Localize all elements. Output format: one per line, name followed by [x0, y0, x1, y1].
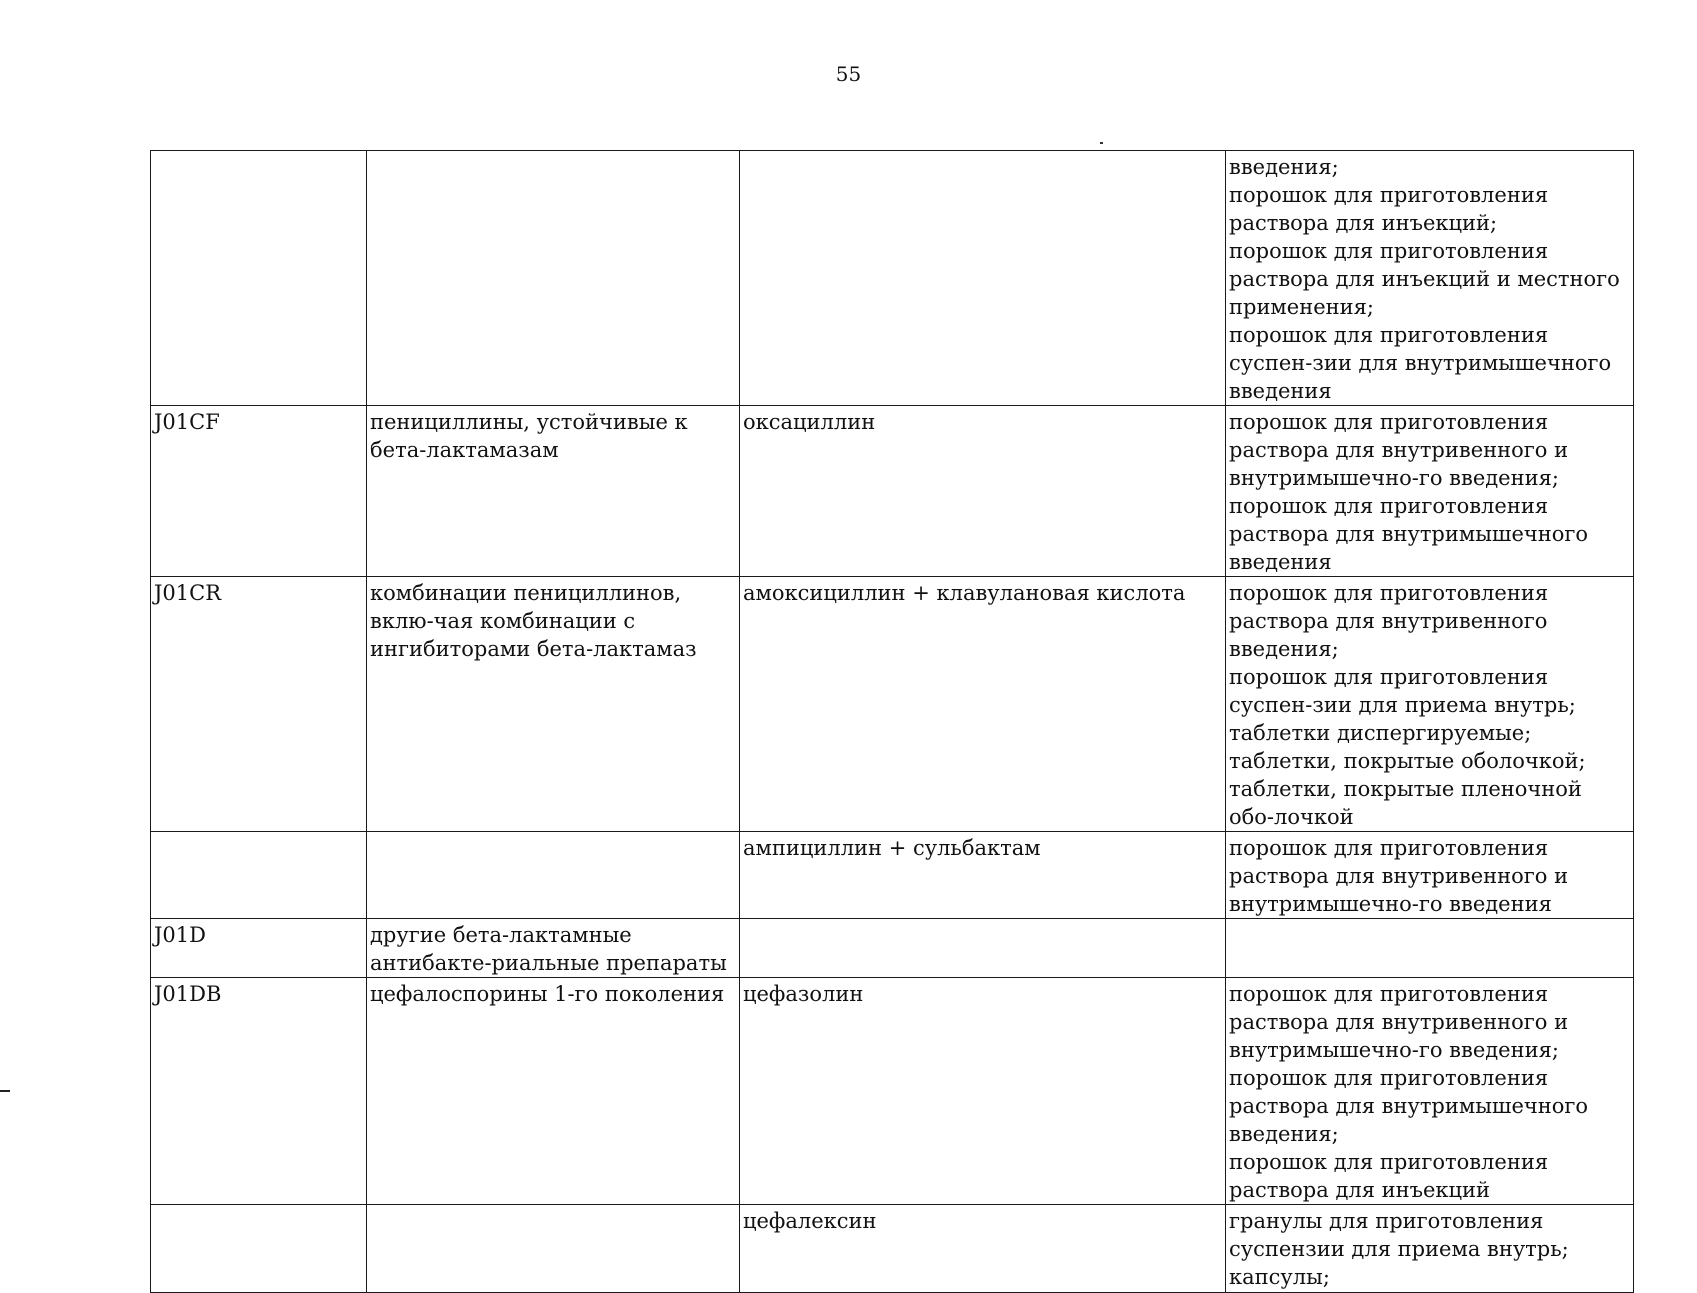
drug-table — [150, 150, 1634, 1293]
drug-name-cell — [740, 919, 1226, 978]
scan-speck — [1100, 142, 1103, 144]
table-row — [151, 151, 1634, 406]
drug-name-cell: ампициллин + сульбактам — [740, 832, 1226, 919]
pharmacological-group-cell: пенициллины, устойчивые к бета-лактамазам — [367, 406, 740, 577]
atc-code-cell: J01DB — [151, 978, 367, 1205]
pharmacological-group-cell — [367, 832, 740, 919]
atc-code-cell — [151, 151, 367, 406]
pharmacological-group-cell — [367, 151, 740, 406]
pharmacological-group-cell: другие бета-лактамные антибакте-риальные препараты — [367, 919, 740, 978]
pharmacological-group-cell: комбинации пенициллинов, вклю-чая комбинации с ингибиторами бета-лактамаз — [367, 577, 740, 832]
table-row — [151, 832, 1634, 919]
atc-code-cell: J01D — [151, 919, 367, 978]
atc-code-cell: J01CR — [151, 577, 367, 832]
table-row — [151, 978, 1634, 1205]
drug-name-cell — [740, 151, 1226, 406]
dosage-forms-cell: введения; порошок для приготовления раствора для инъекций; порошок для приготовления раствора для инъекций и местного применения; порошок для приготовления суспен-зии для внутримышечного введения — [1226, 151, 1634, 406]
scan-edge-mark — [0, 1090, 10, 1092]
table-row — [151, 577, 1634, 832]
dosage-forms-cell: порошок для приготовления раствора для внутривенного и внутримышечно-го введения; порошок для приготовления раствора для внутримышечного введения; порошок для приготовления раствора для инъекций — [1226, 978, 1634, 1205]
page-number: 55 — [835, 62, 862, 86]
pharmacological-group-cell — [367, 1205, 740, 1293]
dosage-forms-cell: гранулы для приготовления суспензии для приема внутрь; капсулы; — [1226, 1205, 1634, 1293]
drug-name-cell: цефалексин — [740, 1205, 1226, 1293]
atc-code-cell: J01CF — [151, 406, 367, 577]
dosage-forms-cell: порошок для приготовления раствора для внутривенного введения; порошок для приготовления суспен-зии для приема внутрь; таблетки диспергируемые; таблетки, покрытые оболочкой; таблетки, покрытые пленочной обо-лочкой — [1226, 577, 1634, 832]
dosage-forms-cell: порошок для приготовления раствора для внутривенного и внутримышечно-го введения; порошок для приготовления раствора для внутримышечного введения — [1226, 406, 1634, 577]
table-row — [151, 919, 1634, 978]
drug-name-cell: оксациллин — [740, 406, 1226, 577]
table-row — [151, 1205, 1634, 1293]
dosage-forms-cell: порошок для приготовления раствора для внутривенного и внутримышечно-го введения — [1226, 832, 1634, 919]
drug-name-cell: цефазолин — [740, 978, 1226, 1205]
pharmacological-group-cell: цефалоспорины 1-го поколения — [367, 978, 740, 1205]
atc-code-cell — [151, 1205, 367, 1293]
table-row — [151, 406, 1634, 577]
dosage-forms-cell — [1226, 919, 1634, 978]
atc-code-cell — [151, 832, 367, 919]
drug-name-cell: амоксициллин + клавулановая кислота — [740, 577, 1226, 832]
